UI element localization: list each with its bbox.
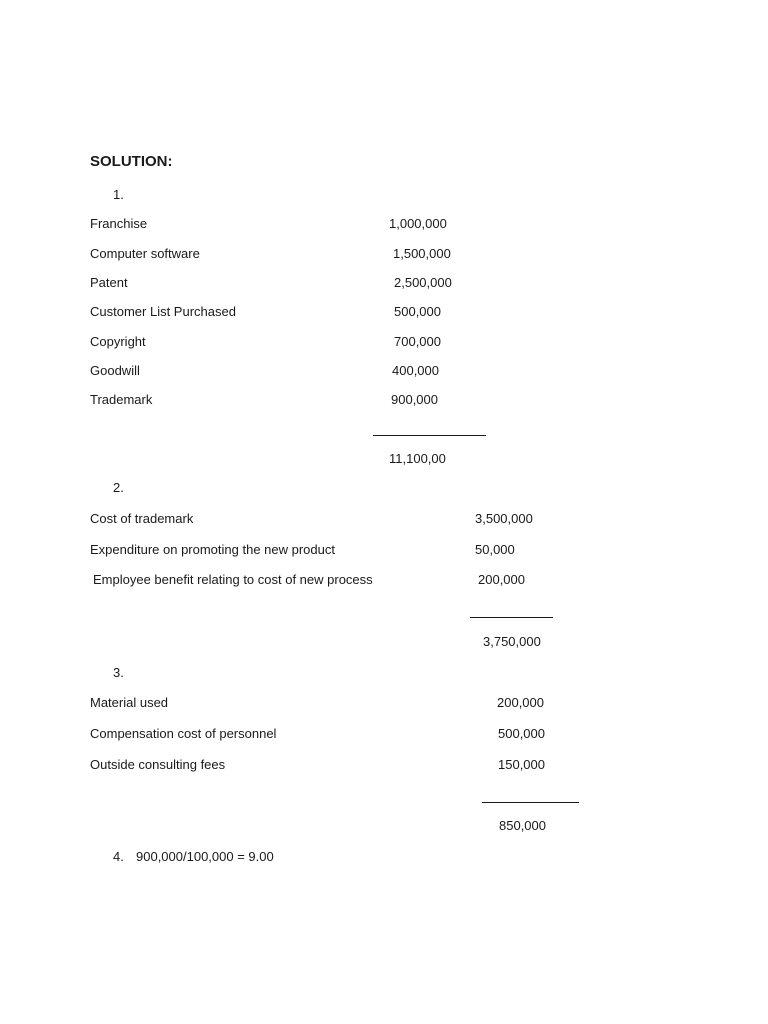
section-1-label-patent: Patent (90, 275, 128, 290)
section-1-label-copyright: Copyright (90, 334, 146, 349)
section-2-value-cost-of-trademark: 3,500,000 (475, 511, 533, 526)
section-2-sum-rule (470, 617, 553, 618)
section-4-calculation: 900,000/100,000 = 9.00 (136, 849, 274, 864)
section-1-total: 11,100,00 (389, 451, 446, 466)
section-1-value-trademark: 900,000 (391, 392, 438, 407)
section-2-number: 2. (113, 480, 124, 495)
section-2-label-promoting: Expenditure on promoting the new product (90, 542, 335, 557)
section-3-label-consulting-fees: Outside consulting fees (90, 757, 226, 772)
section-1-number: 1. (113, 187, 124, 202)
section-3-total: 850,000 (499, 818, 546, 833)
section-1-label-customer-list: Customer List Purchased (90, 304, 236, 319)
section-3-value-material-used: 200,000 (497, 695, 544, 710)
section-1-value-patent: 2,500,000 (394, 275, 452, 290)
section-3-sum-rule (482, 802, 579, 803)
section-1-value-customer-list: 500,000 (394, 304, 441, 319)
section-3-label-compensation: Compensation cost of personnel (90, 726, 277, 741)
solution-heading: SOLUTION: (90, 153, 173, 170)
section-1-value-copyright: 700,000 (394, 334, 441, 349)
section-1-label-goodwill: Goodwill (90, 363, 140, 378)
section-2-value-employee-benefit: 200,000 (478, 572, 525, 587)
section-2-total: 3,750,000 (483, 634, 541, 649)
section-1-sum-rule (373, 435, 486, 436)
section-1-label-franchise: Franchise (90, 216, 148, 231)
section-1-value-franchise: 1,000,000 (389, 216, 447, 231)
section-2-label-employee-benefit: Employee benefit relating to cost of new process (93, 572, 373, 587)
section-1-label-computer-software: Computer software (90, 246, 200, 261)
section-3-number: 3. (113, 665, 124, 680)
section-3-value-compensation: 500,000 (498, 726, 545, 741)
section-4-number: 4. (113, 849, 124, 864)
section-1-value-goodwill: 400,000 (392, 363, 439, 378)
section-3-label-material-used: Material used (90, 695, 169, 710)
section-2-label-cost-of-trademark: Cost of trademark (90, 511, 194, 526)
section-1-value-computer-software: 1,500,000 (393, 246, 451, 261)
section-3-value-consulting-fees: 150,000 (498, 757, 545, 772)
section-2-value-promoting: 50,000 (475, 542, 515, 557)
section-1-label-trademark: Trademark (90, 392, 153, 407)
